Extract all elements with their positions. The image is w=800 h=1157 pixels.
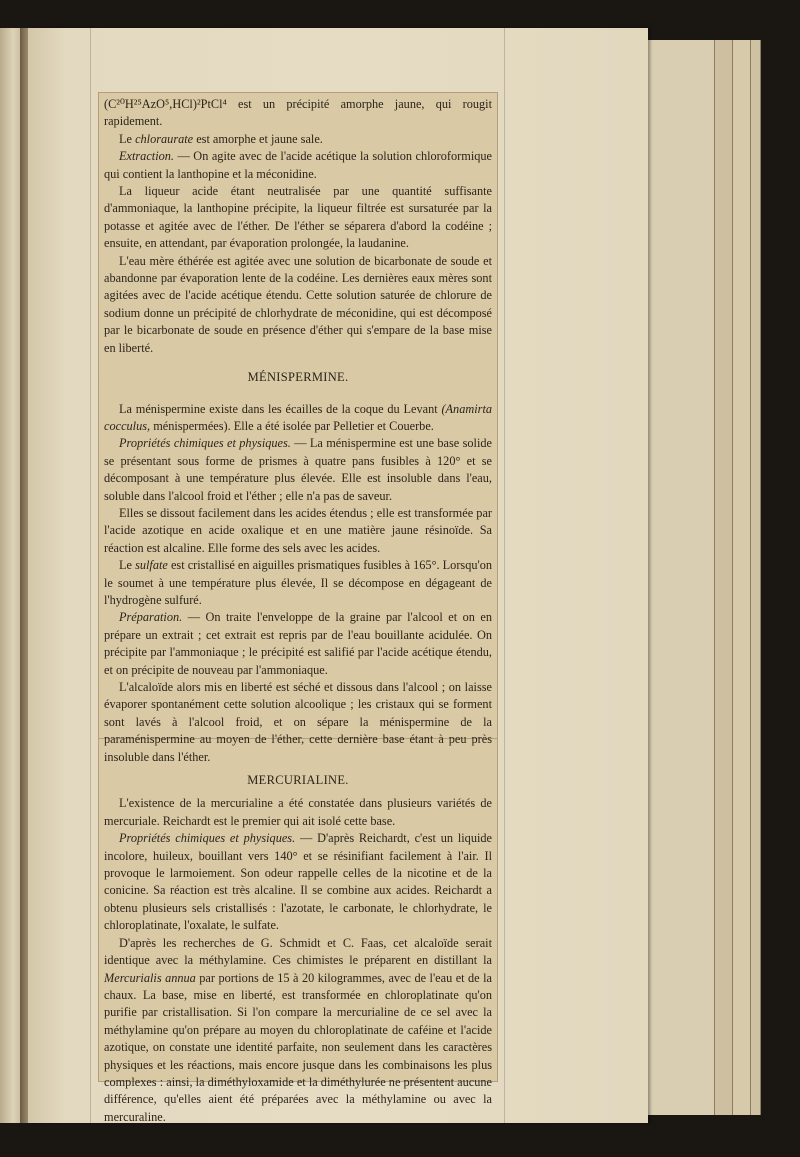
paragraph: L'alcaloïde alors mis en liberté est séché et dissous dans l'alcool ; on laisse évaporer spontanément cette solution alcoolique ; les cristaux qui se forment sont lavés à l'alcool froid, et on sépare la ménispermine de la paraménispermine au moyen de l'éther, cette dernière base étant à peu près insoluble dans l'éther. bbox=[104, 680, 492, 764]
paragraph: Préparation. — On traite l'enveloppe de la graine par l'alcool et on en prépare un extrait ; cet extrait est repris par de l'eau bouillante acidulée. On précipite par l'ammoniaque ; le précipité est salifié par l'acide acétique étendu, et on précipite de nouveau par l'ammoniaque. bbox=[104, 610, 492, 677]
paragraph: Elles se dissout facilement dans les acides étendus ; elle est transformée par l'acide azotique en acide oxalique et en une matière jaune résinoïde. Sa réaction est alcaline. Elle forme des sels avec les acides. bbox=[104, 505, 492, 555]
margin-rule bbox=[90, 28, 91, 1123]
clipping-text bbox=[104, 96, 492, 1126]
chemical-formula: (C²⁰H²⁵AzO⁵,HCl)²PtCl⁴ bbox=[104, 97, 227, 111]
paragraph: La liqueur acide étant neutralisée par une quantité suffisante d'ammoniaque, la lanthopine précipite, la liqueur filtrée est sursaturée par la potasse et agitée avec de l'éther. De l'éther se séparera d'abord la codéine ; ensuite, en attendant, par évaporation prolongée, la laudanine. bbox=[104, 184, 492, 251]
paragraph: L'eau mère éthérée est agitée avec une solution de bicarbonate de soude et abandonne par évaporation lente de la codéine. Les dernières eaux mères sont agitées avec de l'acide acétique étendu. Cette solution saturée de chlorure de sodium donne un précipité de chlorhydrate de méconidine, qui est décomposé par le bicarbonate de soude en présence d'éther qui s'empare de la base mise en liberté. bbox=[104, 253, 492, 355]
section-heading: MÉNISPERMINE. bbox=[247, 370, 349, 385]
paragraph: Extraction. — On agite avec de l'acide acétique la solution chloroformique qui contient la lanthopine et la méconidine. bbox=[104, 149, 492, 181]
page-stack-edge bbox=[644, 40, 715, 1115]
subheading: Extraction. bbox=[119, 149, 174, 164]
subheading: Propriétés chimiques et physiques. bbox=[119, 831, 296, 846]
subheading: Préparation. bbox=[119, 610, 183, 625]
paragraph: Le sulfate est cristallisé en aiguilles prismatiques fusibles à 165°. Lorsqu'on le soumet à une température plus élevée, Il se décompose en dégageant de l'hydrogène sulfuré. bbox=[104, 558, 493, 607]
subheading: Propriétés chimiques et physiques. bbox=[119, 436, 291, 451]
facing-page-edge bbox=[0, 28, 22, 1123]
paragraph: (C²⁰H²⁵AzO⁵,HCl)²PtCl⁴ est un précipité amorphe jaune, qui rougit rapidement. bbox=[104, 97, 492, 129]
margin-rule bbox=[504, 28, 505, 1123]
paragraph: Le chloraurate est amorphe et jaune sale. bbox=[119, 131, 323, 146]
paragraph: Propriétés chimiques et physiques. — La ménispermine est une base solide se présentant sous forme de prismes à quatre pans fusibles à 120° et se décomposant à une température plus élevée. Elle est insoluble dans l'eau, soluble dans l'alcool froid et l'éther ; elle n'a pas de saveur. bbox=[104, 436, 492, 503]
paragraph: La ménispermine existe dans les écailles de la coque du Levant (Anamirta cocculus, ménispermées). Elle a été isolée par Pelletier et Couerbe. bbox=[104, 401, 493, 433]
paragraph: L'existence de la mercurialine a été constatée dans plusieurs variétés de mercuriale. Reichardt est le premier qui ait isolé cette base. bbox=[104, 796, 492, 828]
paragraph: D'après les recherches de G. Schmidt et C. Faas, cet alcaloïde serait identique avec la méthylamine. Ces chimistes le préparent en distillant la Mercurialis annua par portions de 15 à 20 kilogrammes, avec de l'eau et de la chaux. La base, mise en liberté, est transformée en chloroplatinate qu'on purifie par cristallisation. Si l'on compare la mercurialine de ce sel avec la méthylamine qu'on prépare au moyen du chloroplatinate de caféine et l'acide azotique, on constate une identité parfaite, non seulement dans les caractères physiques et les réactions, mais encore jusque dans les combinaisons les plus complexes : ainsi, la diméthyloxamide et la diméthylurée ne présentent aucune différence, qu'elles aient été préparées avec la méthylamine ou avec la mercuraline. bbox=[104, 935, 492, 1124]
section-heading: MERCURIALINE. bbox=[247, 773, 349, 788]
paragraph: Propriétés chimiques et physiques. — D'après Reichardt, c'est un liquide incolore, huileux, bouillant vers 140° et se résinifiant facilement à l'air. Il provoque le larmoiement. Son odeur rappelle celles de la nicotine et de la conicine. Sa réaction est très alcaline. Il se combine aux acides. Reichardt a obtenu plusieurs sels cristallisés : l'azotate, le carbonate, le chlorhydrate, le chloroplatinate, l'oxalate, le sulfate. bbox=[104, 831, 492, 933]
